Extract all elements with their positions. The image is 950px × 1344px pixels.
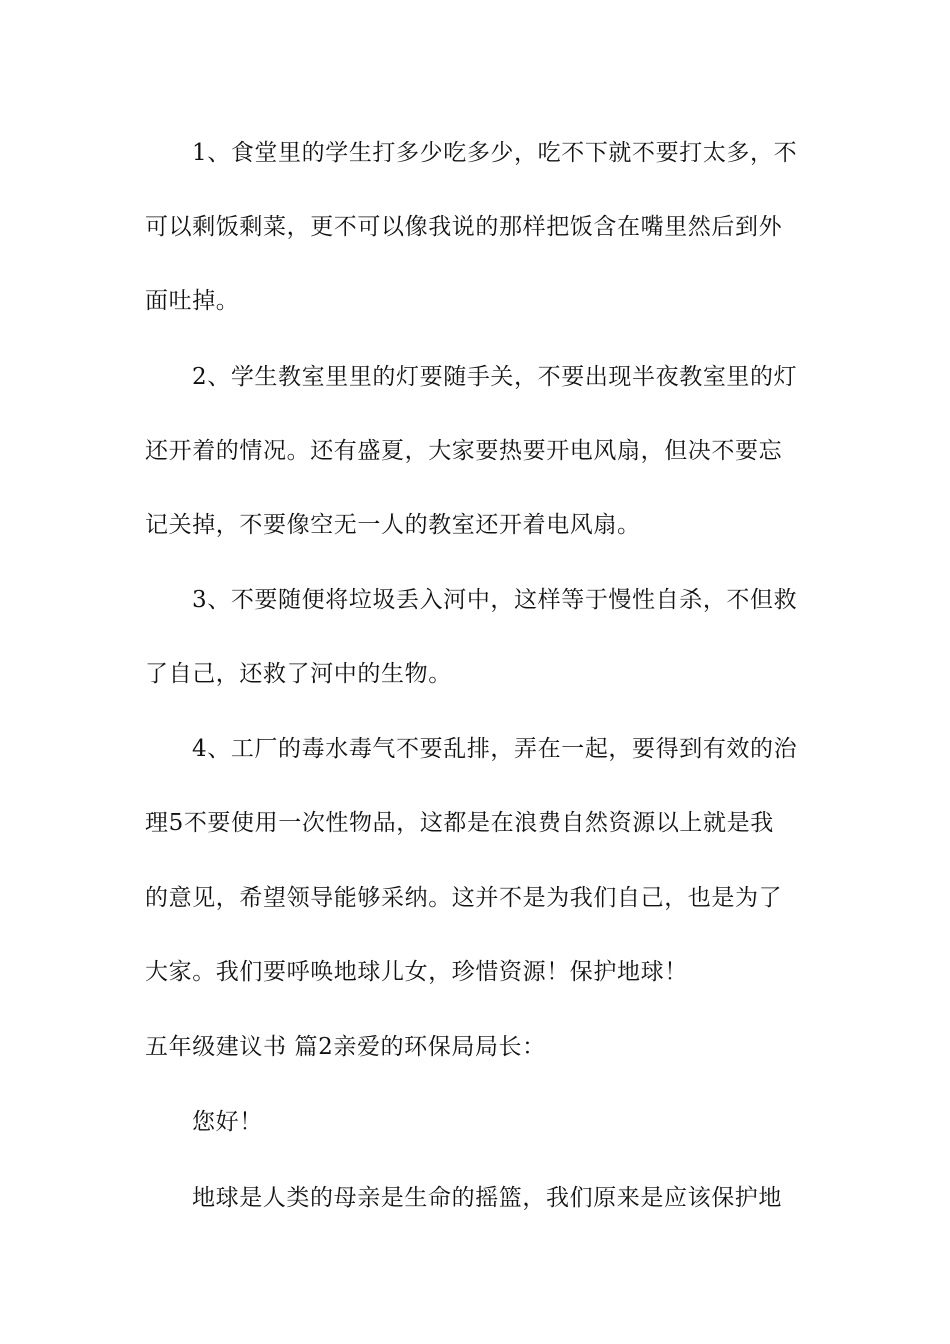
paragraph-5-line-1: 地球是人类的母亲是生命的摇篮，我们原来是应该保护地 — [192, 1185, 782, 1211]
paragraph-4-line-1: 4、工厂的毒水毒气不要乱排，弄在一起，要得到有效的治 — [192, 736, 798, 762]
paragraph-2-line-3: 记关掉，不要像空无一人的教室还开着电风扇。 — [145, 512, 641, 538]
paragraph-4-line-2: 理5不要使用一次性物品，这都是在浪费自然资源以上就是我 — [145, 810, 774, 836]
paragraph-1-line-1: 1、食堂里的学生打多少吃多少，吃不下就不要打太多，不 — [192, 140, 798, 166]
paragraph-2-line-2: 还开着的情况。还有盛夏，大家要热要开电风扇，但决不要忘 — [145, 438, 783, 464]
paragraph-1-line-3: 面吐掉。 — [145, 288, 240, 314]
paragraph-4-line-4: 大家。我们要呼唤地球儿女，珍惜资源！保护地球！ — [145, 959, 688, 985]
greeting: 您好！ — [192, 1109, 263, 1135]
paragraph-1-line-2: 可以剩饭剩菜，更不可以像我说的那样把饭含在嘴里然后到外 — [145, 214, 783, 240]
paragraph-3-line-1: 3、不要随便将垃圾丢入河中，这样等于慢性自杀，不但救 — [192, 587, 798, 613]
paragraph-2-line-1: 2、学生教室里里的灯要随手关，不要出现半夜教室里的灯 — [192, 364, 798, 390]
paragraph-4-line-3: 的意见，希望领导能够采纳。这并不是为我们自己，也是为了 — [145, 885, 783, 911]
paragraph-3-line-2: 了自己，还救了河中的生物。 — [145, 661, 452, 687]
section-heading: 五年级建议书 篇2亲爱的环保局局长： — [145, 1034, 546, 1060]
